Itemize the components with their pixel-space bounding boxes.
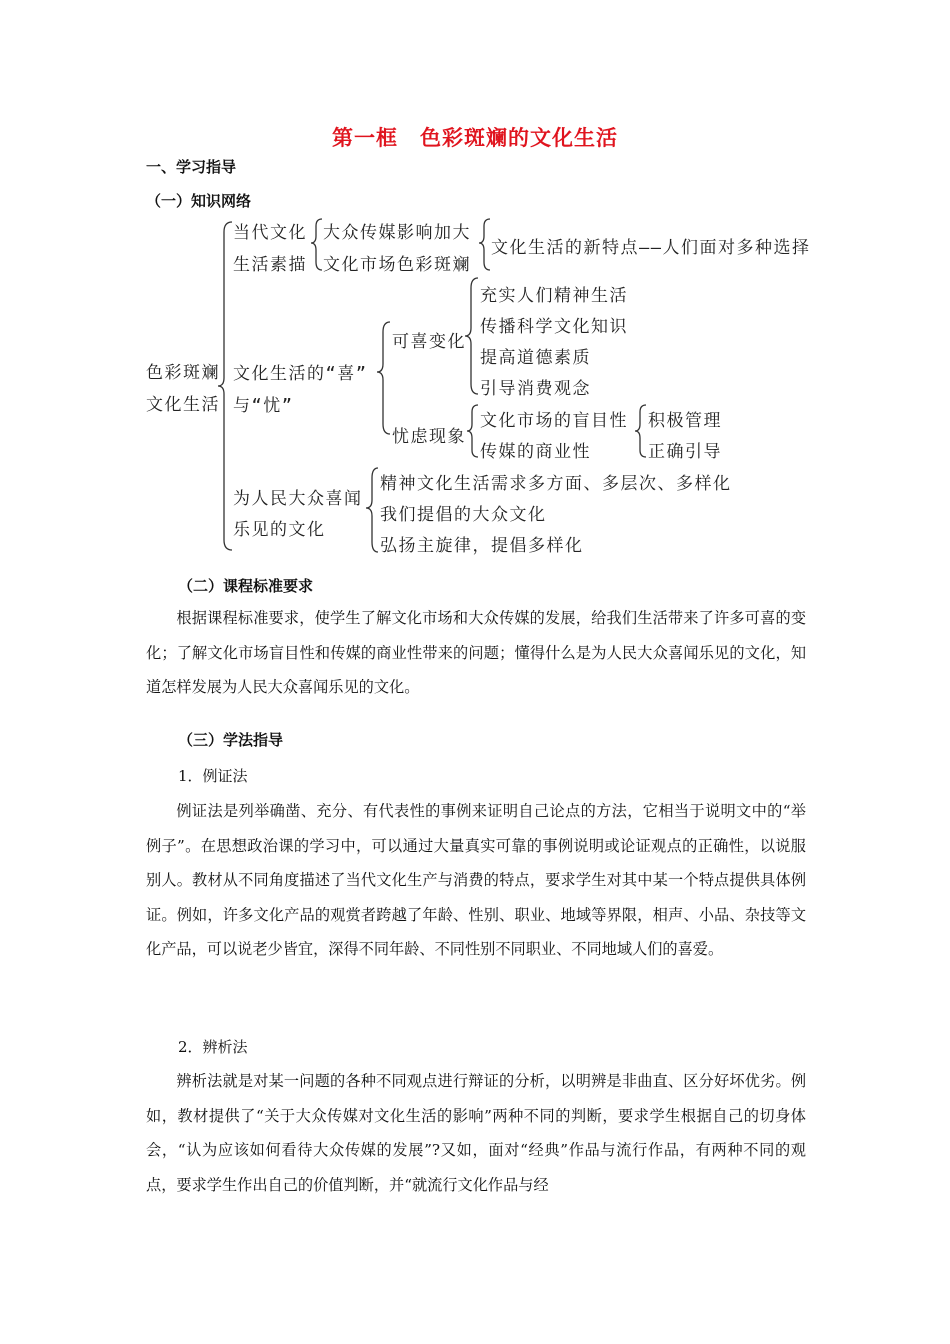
b3-item: 精神文化生活需求多方面、多层次、多样化 [380, 474, 732, 494]
joy-item: 引导消费观念 [480, 379, 591, 399]
paragraph-curriculum-standard: 根据课程标准要求，使学生了解文化市场和大众传媒的发展，给我们生活带来了许多可喜的变化；了解文化市场盲目性和传媒的商业性带来的问题；懂得什么是为人民大众喜闻乐见的文化，知道怎样发展为人民大众喜闻乐见的文化。 [146, 609, 806, 696]
b2-label-line2: 与“忧” [233, 396, 294, 416]
section-heading-study-guide: 一、学习指导 [146, 158, 237, 176]
paragraph-method1: 例证法是列举确凿、充分、有代表性的事例来证明自己论点的方法，它相当于说明文中的“举例子”。在思想政治课的学习中，可以通过大量真实可靠的事例说明或论证观点的正确性，以说服别人。教材从不同角度描述了当代文化生产与消费的特点，要求学生对其中某一个特点提供具体例证。例如，许多文化产品的观赏者跨越了年龄、性别、职业、地域等界限，相声、小品、杂技等文化产品，可以说老少皆宜，深得不同年龄、不同性别不同职业、不同地域人们的喜爱。 [146, 802, 806, 958]
b1-label-line1: 当代文化 [233, 223, 307, 243]
subheading-curriculum-standard: （二）课程标准要求 [178, 577, 314, 595]
b3-label-line2: 乐见的文化 [233, 520, 326, 540]
joy-brace [465, 278, 478, 394]
method2-title: 2．辨析法 [178, 1038, 248, 1056]
method1-title: 1．例证法 [178, 767, 248, 785]
b2-label-line1: 文化生活的“喜” [233, 364, 368, 384]
worry-brace [467, 405, 478, 457]
b1-item: 文化市场色彩斑斓 [323, 255, 471, 275]
b1-label-line2: 生活素描 [233, 255, 307, 275]
mindmap-root-line2: 文化生活 [146, 395, 220, 415]
mindmap-root-line1: 色彩斑斓 [146, 363, 220, 383]
joy-item: 充实人们精神生活 [480, 286, 628, 306]
b1-brace [311, 219, 322, 270]
page-title: 第一框 色彩斑斓的文化生活 [332, 126, 618, 150]
b1-result-brace [479, 219, 490, 270]
b1-result: 文化生活的新特点——人们面对多种选择 [491, 238, 811, 258]
worry-label: 忧虑现象 [392, 427, 466, 447]
b3-item: 我们提倡的大众文化 [380, 505, 547, 525]
subheading-knowledge-network: （一）知识网络 [146, 192, 252, 210]
worry-item: 传媒的商业性 [480, 442, 591, 462]
b2-brace [377, 322, 390, 434]
joy-item: 传播科学文化知识 [480, 317, 628, 337]
b3-item: 弘扬主旋律，提倡多样化 [380, 536, 584, 556]
worry-item: 文化市场的盲目性 [480, 411, 628, 431]
subheading-study-methods: （三）学法指导 [178, 731, 284, 749]
joy-item: 提高道德素质 [480, 348, 591, 368]
b1-item: 大众传媒影响加大 [323, 223, 471, 243]
b3-brace [366, 468, 378, 552]
joy-label: 可喜变化 [392, 332, 466, 352]
fixes-brace [635, 405, 646, 457]
worry-fix: 正确引导 [648, 442, 722, 462]
root-brace [218, 222, 232, 550]
worry-fix: 积极管理 [648, 411, 722, 431]
paragraph-method2: 辨析法就是对某一问题的各种不同观点进行辩证的分析，以明辨是非曲直、区分好坏优劣。例如，教材提供了“关于大众传媒对文化生活的影响”两种不同的判断，要求学生根据自己的切身体会，“认为应该如何看待大众传媒的发展”?又如，面对“经典”作品与流行作品，有两种不同的观点，要求学生作出自己的价值判断，并“就流行文化作品与经 [146, 1072, 806, 1194]
b3-label-line1: 为人民大众喜闻 [233, 489, 363, 509]
